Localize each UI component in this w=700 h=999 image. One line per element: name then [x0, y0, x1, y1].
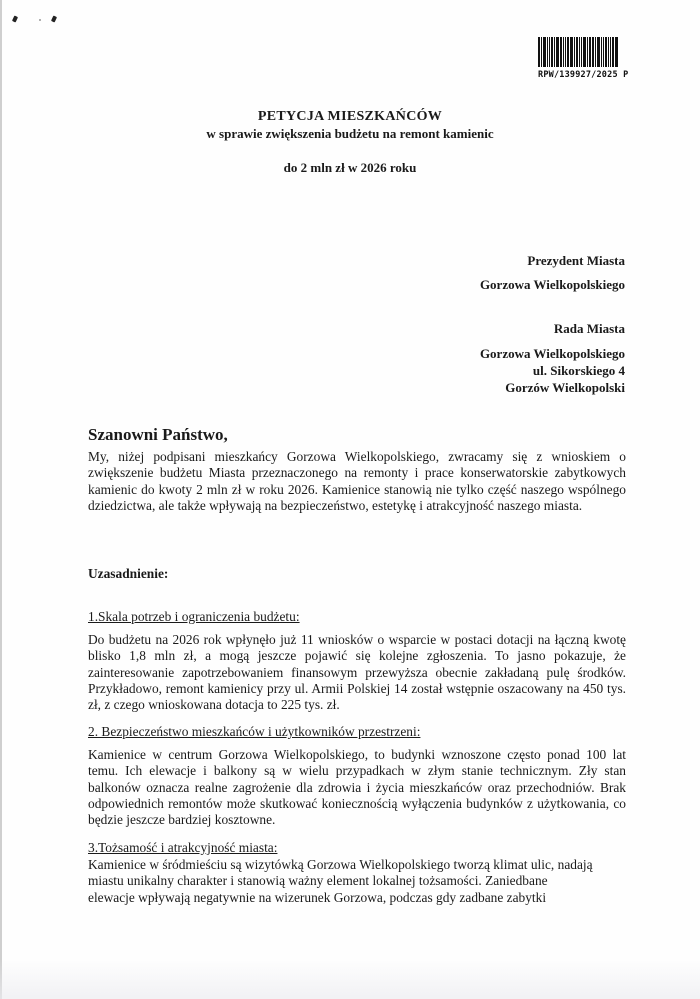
document-title: PETYCJA MIESZKAŃCÓW	[257, 109, 443, 124]
barcode-bar	[567, 37, 569, 67]
recipient-1-city: Gorzowa Wielkopolskiego	[479, 277, 625, 292]
barcode-bar	[556, 37, 559, 67]
recipient-2-name: Rada Miasta	[553, 321, 625, 336]
barcode-bar	[554, 37, 555, 67]
barcode-bar	[608, 37, 609, 67]
recipient-2-address	[480, 345, 625, 396]
barcode-bar	[605, 37, 607, 67]
section-3-line: elewacje wpływają negatywnie na wizerunek Gorzowa, podczas gdy zadbane zabytki	[88, 889, 547, 905]
scan-artifact	[51, 15, 57, 22]
barcode-bar	[549, 37, 550, 67]
section-3-heading: 3.Tożsamość i atrakcyjność miasta:	[88, 840, 278, 855]
barcode-bar	[615, 37, 618, 67]
barcode-bar	[547, 37, 548, 67]
barcode-bar	[592, 37, 594, 67]
registry-stamp	[538, 37, 638, 80]
document-subtitle-amount: do 2 mln zł w 2026 roku	[283, 160, 417, 175]
section-3-body	[88, 857, 626, 906]
barcode-bar	[563, 37, 564, 67]
recipient-2-city: Gorzowa Wielkopolskiego	[479, 346, 625, 361]
recipient-2-town: Gorzów Wielkopolski	[505, 380, 625, 395]
scan-shading	[0, 959, 700, 999]
barcode-bar	[543, 37, 546, 67]
barcode-bar	[610, 37, 611, 67]
barcode-bar	[597, 37, 600, 67]
barcode-bar	[583, 37, 586, 67]
section-3-line: Kamienice w śródmieściu są wizytówką Gorzowa Wielkopolskiego tworzą klimat ulic, nadają	[88, 857, 593, 872]
barcode-bar	[581, 37, 582, 67]
barcode-bar	[541, 37, 542, 67]
recipient-1-name: Prezydent Miasta	[527, 253, 625, 268]
section-2-body: Kamienice w centrum Gorzowa Wielkopolskiego, to budynki wznoszone często ponad 100 lat temu. Ich elewacje i balkony są w wielu przypadkach w złym stanie technicznym. Zły stan balkonów oznacza realne zagrożenie dla zdrowia i życia mieszkańców oraz przechodniów. Brak odpowiednich remontów może skutkować koniecznością wyłączenia budynków z użytkowania, co będzie jeszcze bardziej kosztowne.	[88, 747, 626, 828]
barcode-bar	[538, 37, 540, 67]
barcode-bar	[589, 37, 591, 67]
barcode-bar	[595, 37, 596, 67]
barcode-bar	[603, 37, 604, 67]
scan-artifact	[12, 15, 18, 22]
section-2-heading: 2. Bezpieczeństwo mieszkańców i użytkowników przestrzeni:	[88, 724, 421, 739]
barcode-bar	[576, 37, 578, 67]
barcode-bar	[587, 37, 588, 67]
barcode-bar	[551, 37, 553, 67]
registry-number: RPW/139927/2025 P	[538, 70, 629, 80]
greeting: Szanowni Państwo,	[88, 425, 228, 444]
barcode	[538, 37, 638, 67]
document-subtitle: w sprawie zwiększenia budżetu na remont kamienic	[206, 126, 494, 141]
recipient-2-street: ul. Sikorskiego 4	[532, 363, 625, 378]
scan-artifact	[39, 19, 41, 21]
section-1-body: Do budżetu na 2026 rok wpłynęło już 11 wniosków o wsparcie w postaci dotacji na łączną kwotę blisko 1,8 mln zł, a mogą jeszcze pojawić się kolejne zgłoszenia. To jasno pokazuje, że zainteresowanie zapotrzebowaniem finansowym przewyższa obecnie zakładaną pulę środków. Przykładowo, remont kamienicy przy ul. Armii Polskiej 14 został wstępnie oszacowany na 450 tys. zł, z czego wnioskowana dotacja to 225 tys. zł.	[88, 632, 626, 713]
justification-heading: Uzasadnienie:	[88, 566, 169, 581]
barcode-bar	[601, 37, 602, 67]
barcode-bar	[579, 37, 580, 67]
barcode-bar	[565, 37, 566, 67]
barcode-bar	[612, 37, 614, 67]
barcode-bar	[570, 37, 573, 67]
section-3-line: miastu unikalny charakter i stanowią ważny element lokalnej tożsamości. Zaniedbane	[88, 873, 548, 889]
section-1-heading: 1.Skala potrzeb i ograniczenia budżetu:	[88, 609, 300, 624]
barcode-bar	[560, 37, 562, 67]
barcode-bar	[574, 37, 575, 67]
scan-edge	[0, 0, 2, 999]
intro-paragraph: My, niżej podpisani mieszkańcy Gorzowa Wielkopolskiego, zwracamy się z wnioskiem o zwiększenie budżetu Miasta przeznaczonego na remonty i prace konserwatorskie zabytkowych kamienic do kwoty 2 mln zł w roku 2026. Kamienice stanowią nie tylko część naszego wspólnego dziedzictwa, ale także wpływają na bezpieczeństwo, estetykę i atrakcyjność naszego miasta.	[88, 449, 626, 513]
